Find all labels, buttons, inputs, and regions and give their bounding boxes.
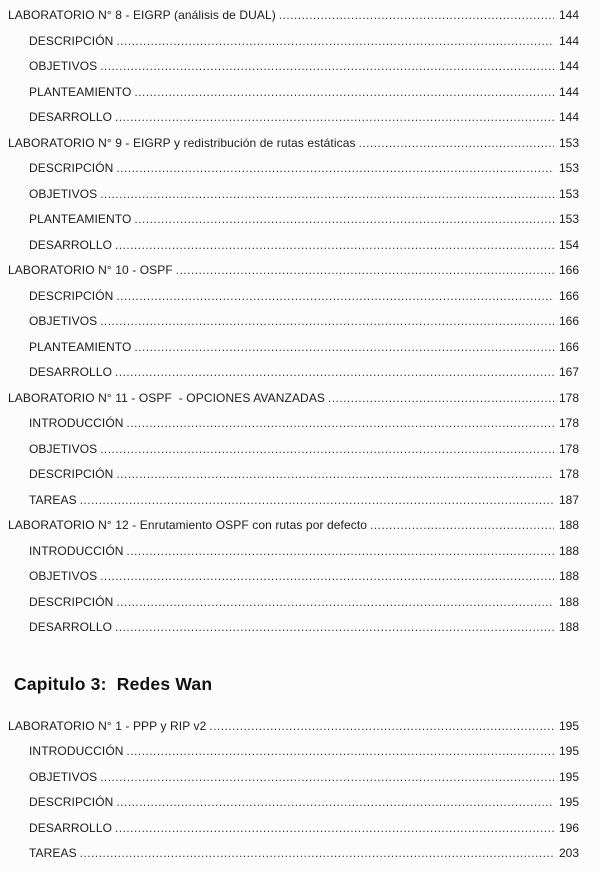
- toc-entry-label: LABORATORIO N° 1 - PPP y RIP v2: [8, 718, 207, 733]
- toc-entry-page: 188: [558, 569, 579, 583]
- toc-entry-label: DESCRIPCIÓN: [29, 288, 114, 303]
- dot-leader: [100, 438, 554, 464]
- toc-entry-page: 144: [558, 8, 579, 22]
- toc-entry: [8, 488, 579, 514]
- toc-entry-label: LABORATORIO N° 10 - OSPF: [8, 263, 173, 277]
- toc-entry-page: 166: [558, 263, 579, 277]
- toc-entry: [8, 156, 579, 182]
- toc-entry-label: OBJETIVOS: [29, 441, 98, 456]
- toc-entry-label: DESCRIPCIÓN: [29, 161, 114, 175]
- toc-entry-label: DESARROLLO: [29, 620, 113, 634]
- dot-leader: [176, 259, 554, 285]
- dot-leader: [116, 791, 554, 817]
- dot-leader: [127, 412, 554, 438]
- toc-entry-page: 167: [558, 365, 579, 379]
- toc-entry: [8, 513, 579, 539]
- dot-leader: [115, 234, 554, 260]
- toc-entry: [8, 714, 579, 740]
- dot-leader: [80, 489, 554, 515]
- toc-entry: [8, 80, 579, 106]
- toc-entry: [8, 54, 579, 80]
- dot-leader: [100, 565, 554, 591]
- dot-leader: [116, 591, 554, 617]
- toc-entry: [8, 539, 579, 565]
- toc-entry-label: DESCRIPCIÓN: [29, 795, 114, 809]
- toc-entry-label: INTRODUCCIÓN: [29, 416, 124, 430]
- toc-entry-page: 144: [558, 84, 579, 99]
- toc-entry-page: 203: [558, 846, 579, 860]
- dot-leader: [127, 540, 554, 566]
- toc-entry: [8, 233, 579, 259]
- toc-entry: [8, 411, 579, 437]
- toc-entry-page: 195: [558, 769, 579, 784]
- dot-leader: [127, 740, 554, 766]
- toc-entry: [8, 29, 579, 55]
- toc-entry-page: 187: [558, 492, 579, 507]
- toc-entry: [8, 207, 579, 233]
- toc-entry-label: DESARROLLO: [29, 820, 113, 835]
- toc-entry-label: DESCRIPCIÓN: [29, 33, 114, 48]
- dot-leader: [209, 715, 554, 741]
- toc-entry-label: OBJETIVOS: [29, 186, 98, 201]
- toc-entry-page: 144: [558, 59, 579, 73]
- toc-entry: [8, 615, 579, 641]
- toc-entry-page: 154: [558, 237, 579, 252]
- toc-entry-label: OBJETIVOS: [29, 769, 98, 784]
- dot-leader: [328, 387, 554, 413]
- toc-entry: [8, 284, 579, 310]
- dot-leader: [359, 132, 554, 158]
- toc-entry-page: 153: [558, 161, 579, 175]
- dot-leader: [115, 817, 554, 843]
- toc-entry: [8, 841, 579, 867]
- toc-list: [8, 3, 579, 867]
- toc-entry-label: TAREAS: [29, 846, 77, 860]
- dot-leader: [115, 616, 554, 642]
- toc-entry-page: 144: [558, 110, 579, 124]
- toc-entry: [8, 590, 579, 616]
- toc-entry-label: LABORATORIO N° 9 - EIGRP y redistribución de rutas estáticas: [8, 135, 356, 150]
- toc-entry-label: OBJETIVOS: [29, 569, 98, 583]
- toc-entry-page: 195: [558, 795, 579, 809]
- toc-entry-page: 153: [558, 212, 579, 226]
- toc-entry-page: 178: [558, 416, 579, 430]
- toc-entry: [8, 816, 579, 842]
- toc-entry-page: 178: [558, 441, 579, 456]
- dot-leader: [116, 157, 554, 183]
- toc-entry-page: 195: [558, 744, 579, 758]
- toc-entry-page: 144: [558, 33, 579, 48]
- toc-entry: [8, 462, 579, 488]
- dot-leader: [134, 81, 554, 107]
- toc-entry-label: TAREAS: [29, 492, 77, 507]
- toc-entry-label: OBJETIVOS: [29, 59, 98, 73]
- toc-entry-label: LABORATORIO N° 8 - EIGRP (análisis de DUAL): [8, 8, 276, 22]
- toc-entry: [8, 3, 579, 29]
- toc-entry-label: LABORATORIO N° 12 - Enrutamiento OSPF con rutas por defecto: [8, 518, 368, 532]
- toc-entry-page: 153: [558, 135, 579, 150]
- toc-entry-page: 166: [558, 288, 579, 303]
- toc-entry-label: DESCRIPCIÓN: [29, 467, 114, 481]
- toc-entry: [8, 335, 579, 361]
- toc-entry-page: 188: [558, 620, 579, 634]
- toc-entry: [8, 564, 579, 590]
- toc-entry: [8, 131, 579, 157]
- toc-entry: [8, 309, 579, 335]
- dot-leader: [100, 183, 554, 209]
- dot-leader: [134, 336, 554, 362]
- dot-leader: [116, 463, 554, 489]
- toc-entry: [8, 790, 579, 816]
- toc-entry-page: 166: [558, 314, 579, 328]
- dot-leader: [370, 514, 554, 540]
- toc-entry: [8, 437, 579, 463]
- toc-entry-page: 188: [558, 594, 579, 609]
- dot-leader: [100, 310, 554, 336]
- dot-leader: [116, 30, 554, 56]
- toc-entry-label: INTRODUCCIÓN: [29, 543, 124, 558]
- toc-entry-page: 196: [558, 820, 579, 835]
- toc-entry: [8, 765, 579, 791]
- dot-leader: [115, 361, 554, 387]
- chapter-heading: Capitulo 3: Redes Wan: [14, 673, 213, 694]
- dot-leader: [115, 106, 554, 132]
- dot-leader: [279, 4, 554, 30]
- toc-entry-label: OBJETIVOS: [29, 314, 98, 328]
- toc-entry-page: 178: [558, 467, 579, 481]
- dot-leader: [116, 285, 554, 311]
- toc-entry: [8, 386, 579, 412]
- toc-entry-label: DESCRIPCIÓN: [29, 594, 114, 609]
- toc-entry-label: PLANTEAMIENTO: [29, 212, 132, 226]
- toc-entry-label: DESARROLLO: [29, 237, 113, 252]
- toc-entry-label: PLANTEAMIENTO: [29, 84, 132, 99]
- toc-entry-page: 153: [558, 186, 579, 201]
- toc-entry: [8, 739, 579, 765]
- toc-entry-page: 188: [558, 543, 579, 558]
- toc-entry-page: 178: [558, 390, 579, 405]
- toc-entry: [8, 258, 579, 284]
- dot-leader: [80, 842, 554, 868]
- toc-entry-label: DESARROLLO: [29, 365, 113, 379]
- toc-entry-label: PLANTEAMIENTO: [29, 339, 132, 354]
- toc-entry: [8, 360, 579, 386]
- dot-leader: [100, 55, 554, 81]
- toc-entry-page: 195: [558, 718, 579, 733]
- toc-entry-page: 188: [558, 518, 579, 532]
- toc-entry-page: 166: [558, 339, 579, 354]
- toc-entry-label: DESARROLLO: [29, 110, 113, 124]
- dot-leader: [100, 766, 554, 792]
- toc-entry-label: LABORATORIO N° 11 - OSPF - OPCIONES AVANZADAS: [8, 390, 326, 405]
- toc-entry: [8, 182, 579, 208]
- dot-leader: [134, 208, 554, 234]
- toc-entry: [8, 105, 579, 131]
- toc-entry-label: INTRODUCCIÓN: [29, 744, 124, 758]
